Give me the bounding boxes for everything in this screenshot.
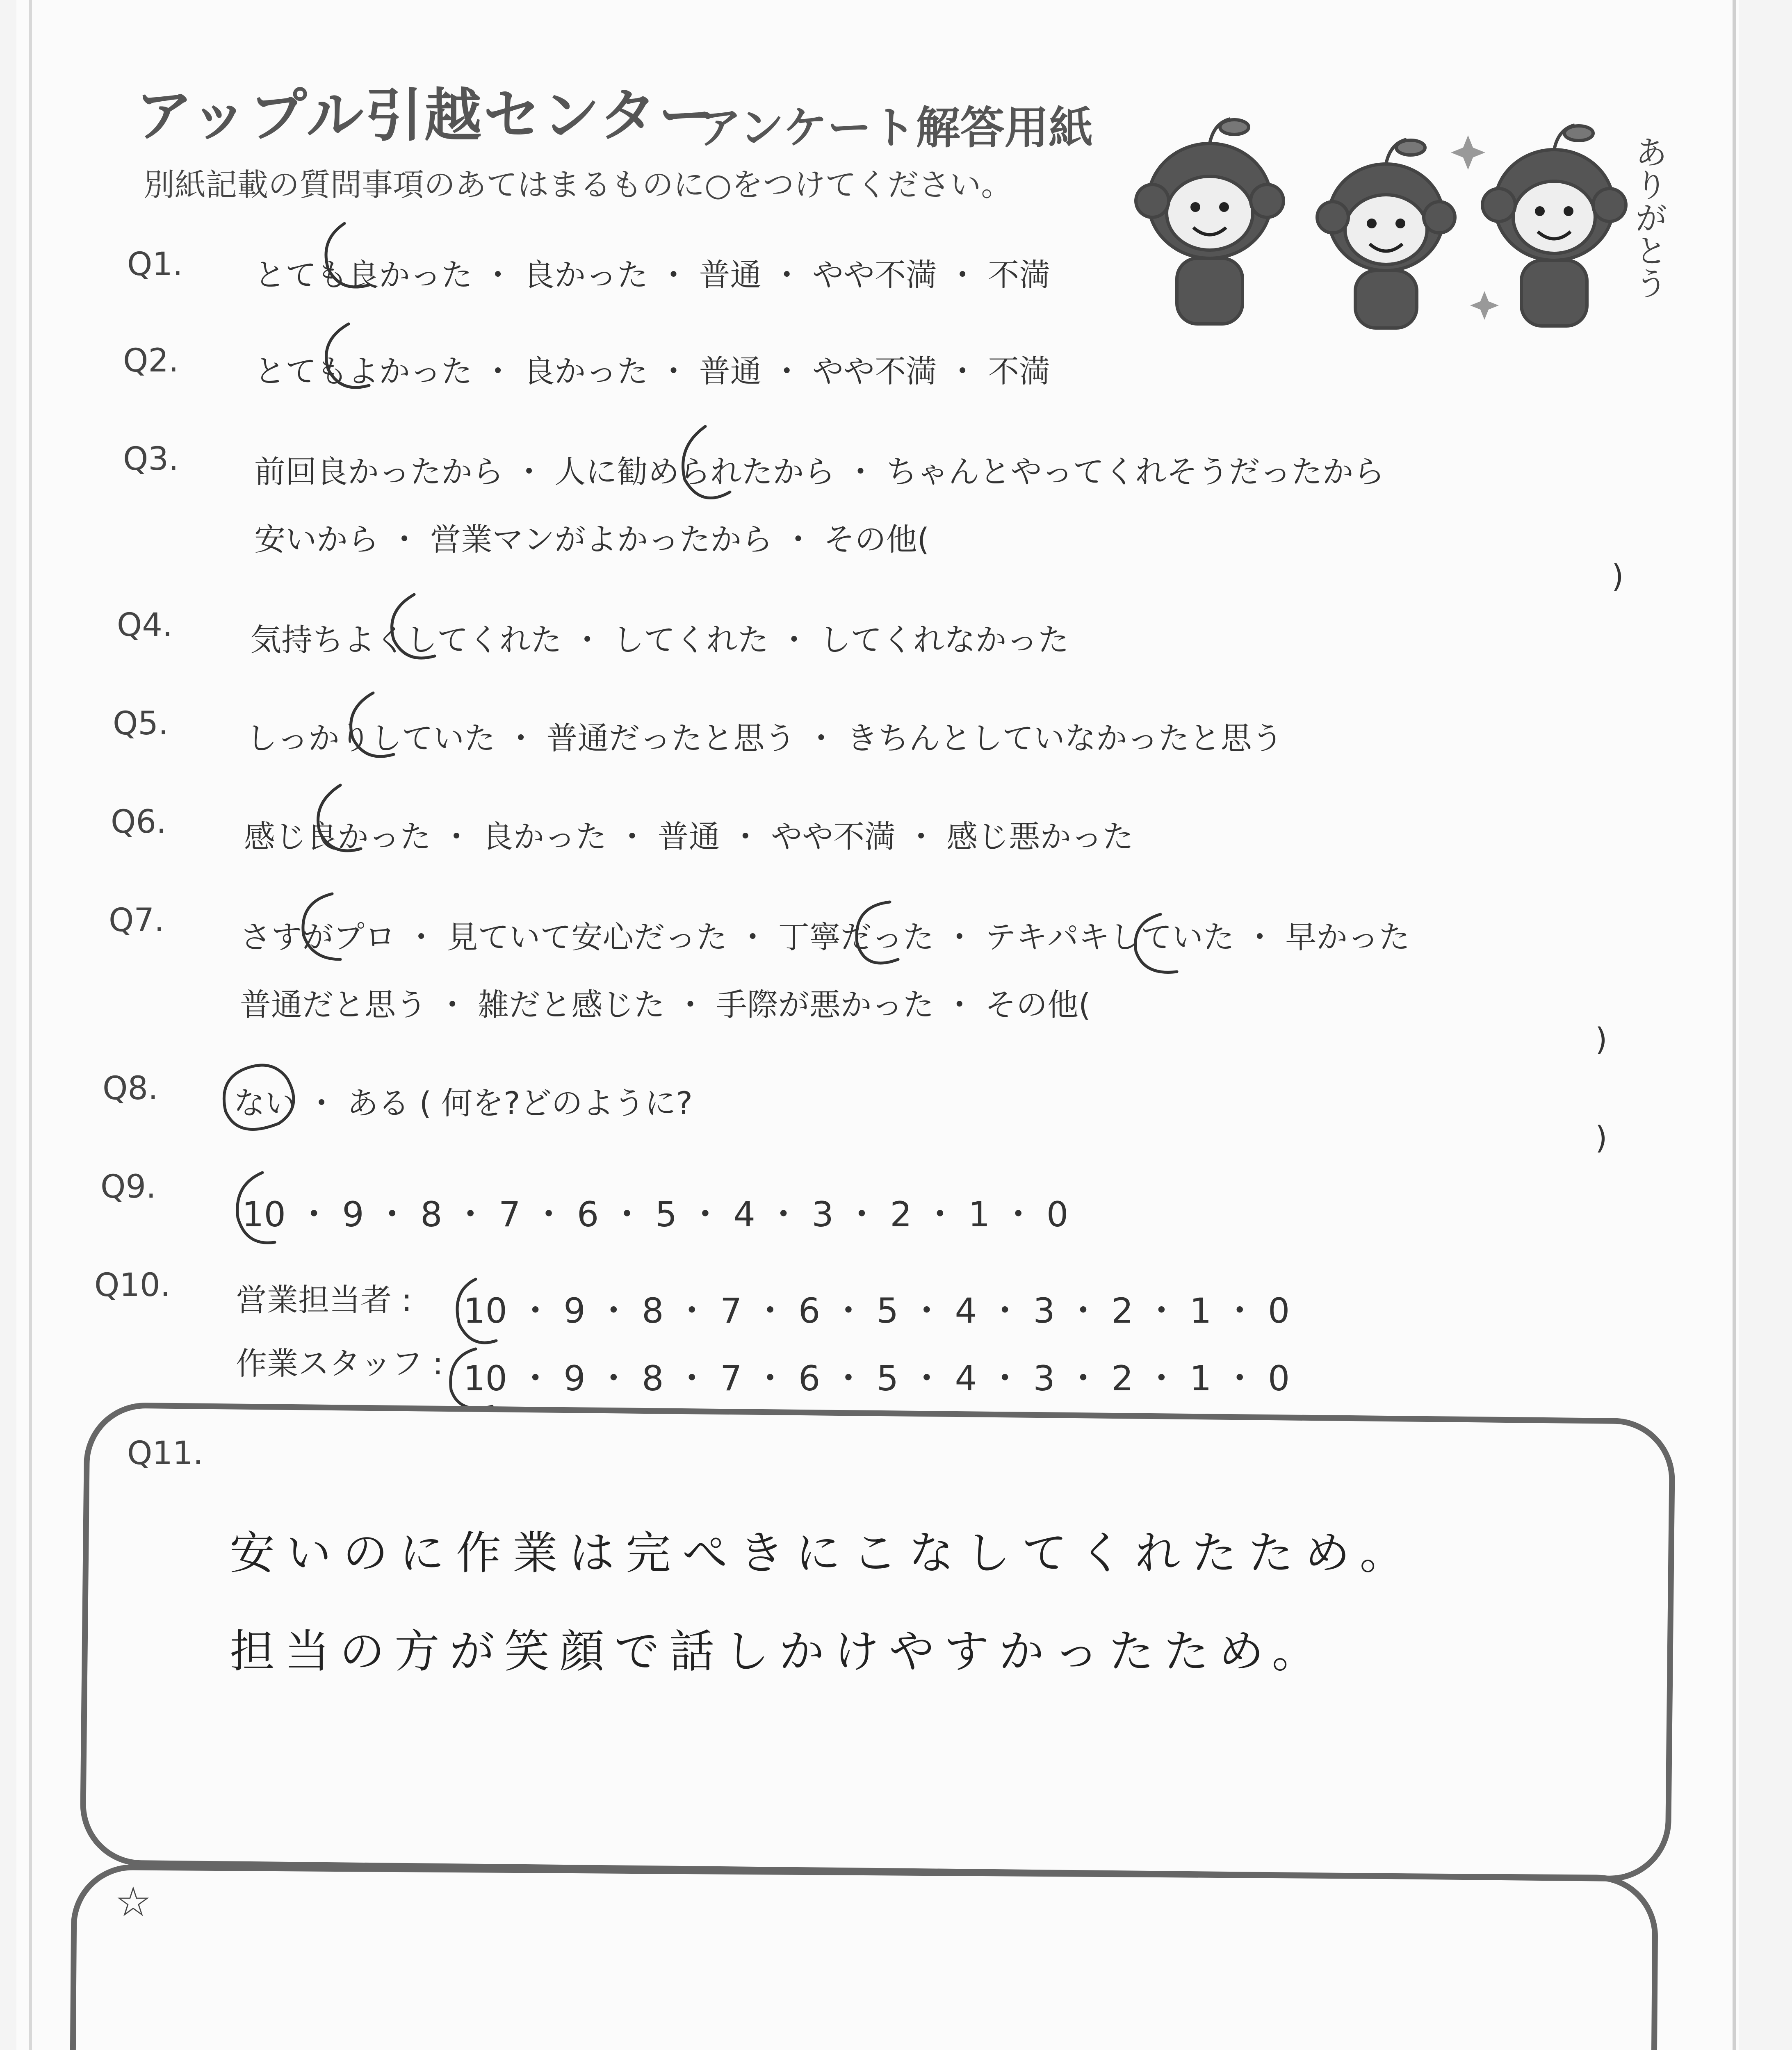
q4-number: Q4. xyxy=(117,607,173,644)
q3-options-line1: 前回良かったから ・ 人に勧められたから ・ ちゃんとやってくれそうだったから xyxy=(254,453,1385,490)
instruction-text: 別紙記載の質問事項のあてはまるものに○をつけてください。 xyxy=(144,166,1012,203)
q5-number: Q5. xyxy=(113,705,169,742)
q6-options: 感じ良かった ・ 良かった ・ 普通 ・ やや不満 ・ 感じ悪かった xyxy=(244,818,1134,855)
q1-number: Q1. xyxy=(127,246,183,283)
q10-sales-circle-mark xyxy=(457,1279,496,1343)
q10-staff-circle-mark xyxy=(451,1349,492,1408)
q6-number: Q6. xyxy=(111,804,166,840)
star-comment-box[interactable] xyxy=(68,1864,1658,2050)
q11-comment-line1: 安いのに作業は完ぺきにこなしてくれたため。 xyxy=(230,1527,1416,1579)
q8-circle-mark xyxy=(224,1065,294,1130)
q9-number: Q9. xyxy=(100,1168,156,1205)
q8-options: ない ・ ある ( 何を?どのように? xyxy=(234,1085,693,1121)
q2-number: Q2. xyxy=(123,342,179,379)
q9-scale: 10 ・ 9 ・ 8 ・ 7 ・ 6 ・ 5 ・ 4 ・ 3 ・ 2 ・ 1 ・ 0 xyxy=(242,1194,1069,1235)
q10-number: Q10. xyxy=(94,1267,171,1304)
q8-close-paren: ) xyxy=(1595,1119,1607,1156)
q8-number: Q8. xyxy=(103,1070,158,1107)
star-label: ☆ xyxy=(115,1878,152,1926)
q5-options: しっかりしていた ・ 普通だったと思う ・ きちんとしていなかったと思う xyxy=(246,720,1283,756)
q4-circle-mark xyxy=(392,594,435,658)
q7-number: Q7. xyxy=(109,902,164,939)
q11-comment-line2: 担当の方が笑顔で話しかけやすかったため。 xyxy=(230,1625,1327,1678)
q7-circle-mark-3 xyxy=(1135,914,1177,972)
q10-sales-label: 営業担当者 : xyxy=(236,1282,412,1318)
q1-options: とても良かった ・ 良かった ・ 普通 ・ やや不満 ・ 不満 xyxy=(254,257,1051,293)
q3-circle-mark xyxy=(683,426,730,498)
q7-options-line1: さすがプロ ・ 見ていて安心だった ・ 丁寧だった ・ テキパキしていた ・ 早かった xyxy=(240,919,1410,955)
q3-options-line2: 安いから ・ 営業マンがよかったから ・ その他( xyxy=(254,521,930,558)
q10-sales-scale: 10 ・ 9 ・ 8 ・ 7 ・ 6 ・ 5 ・ 4 ・ 3 ・ 2 ・ 1 ・ 0 xyxy=(463,1291,1290,1331)
q3-number: Q3. xyxy=(123,441,179,478)
q7-circle-mark-2 xyxy=(857,902,898,963)
q7-options-line2: 普通だと思う ・ 雑だと感じた ・ 手際が悪かった ・ その他( xyxy=(240,986,1091,1023)
q10-staff-scale: 10 ・ 9 ・ 8 ・ 7 ・ 6 ・ 5 ・ 4 ・ 3 ・ 2 ・ 1 ・ 0 xyxy=(463,1358,1290,1399)
q10-staff-label: 作業スタッフ : xyxy=(236,1345,443,1382)
q2-options: とてもよかった ・ 良かった ・ 普通 ・ やや不満 ・ 不満 xyxy=(254,353,1051,390)
q9-circle-mark xyxy=(237,1173,275,1243)
q6-circle-mark xyxy=(318,785,361,851)
company-title: アップル引越センター xyxy=(135,82,718,149)
mascot-caption: ありがとう xyxy=(1629,135,1668,299)
q7-close-paren: ) xyxy=(1595,1021,1607,1057)
q11-number: Q11. xyxy=(127,1435,203,1472)
q1-circle-mark xyxy=(326,223,369,287)
q7-circle-mark-1 xyxy=(303,894,340,959)
q5-circle-mark xyxy=(351,693,394,756)
q4-options: 気持ちよくしてくれた ・ してくれた ・ してくれなかった xyxy=(250,622,1069,658)
form-title: アンケート解答用紙 xyxy=(697,102,1093,154)
q3-close-paren: ) xyxy=(1612,558,1624,594)
q2-circle-mark xyxy=(326,324,369,387)
